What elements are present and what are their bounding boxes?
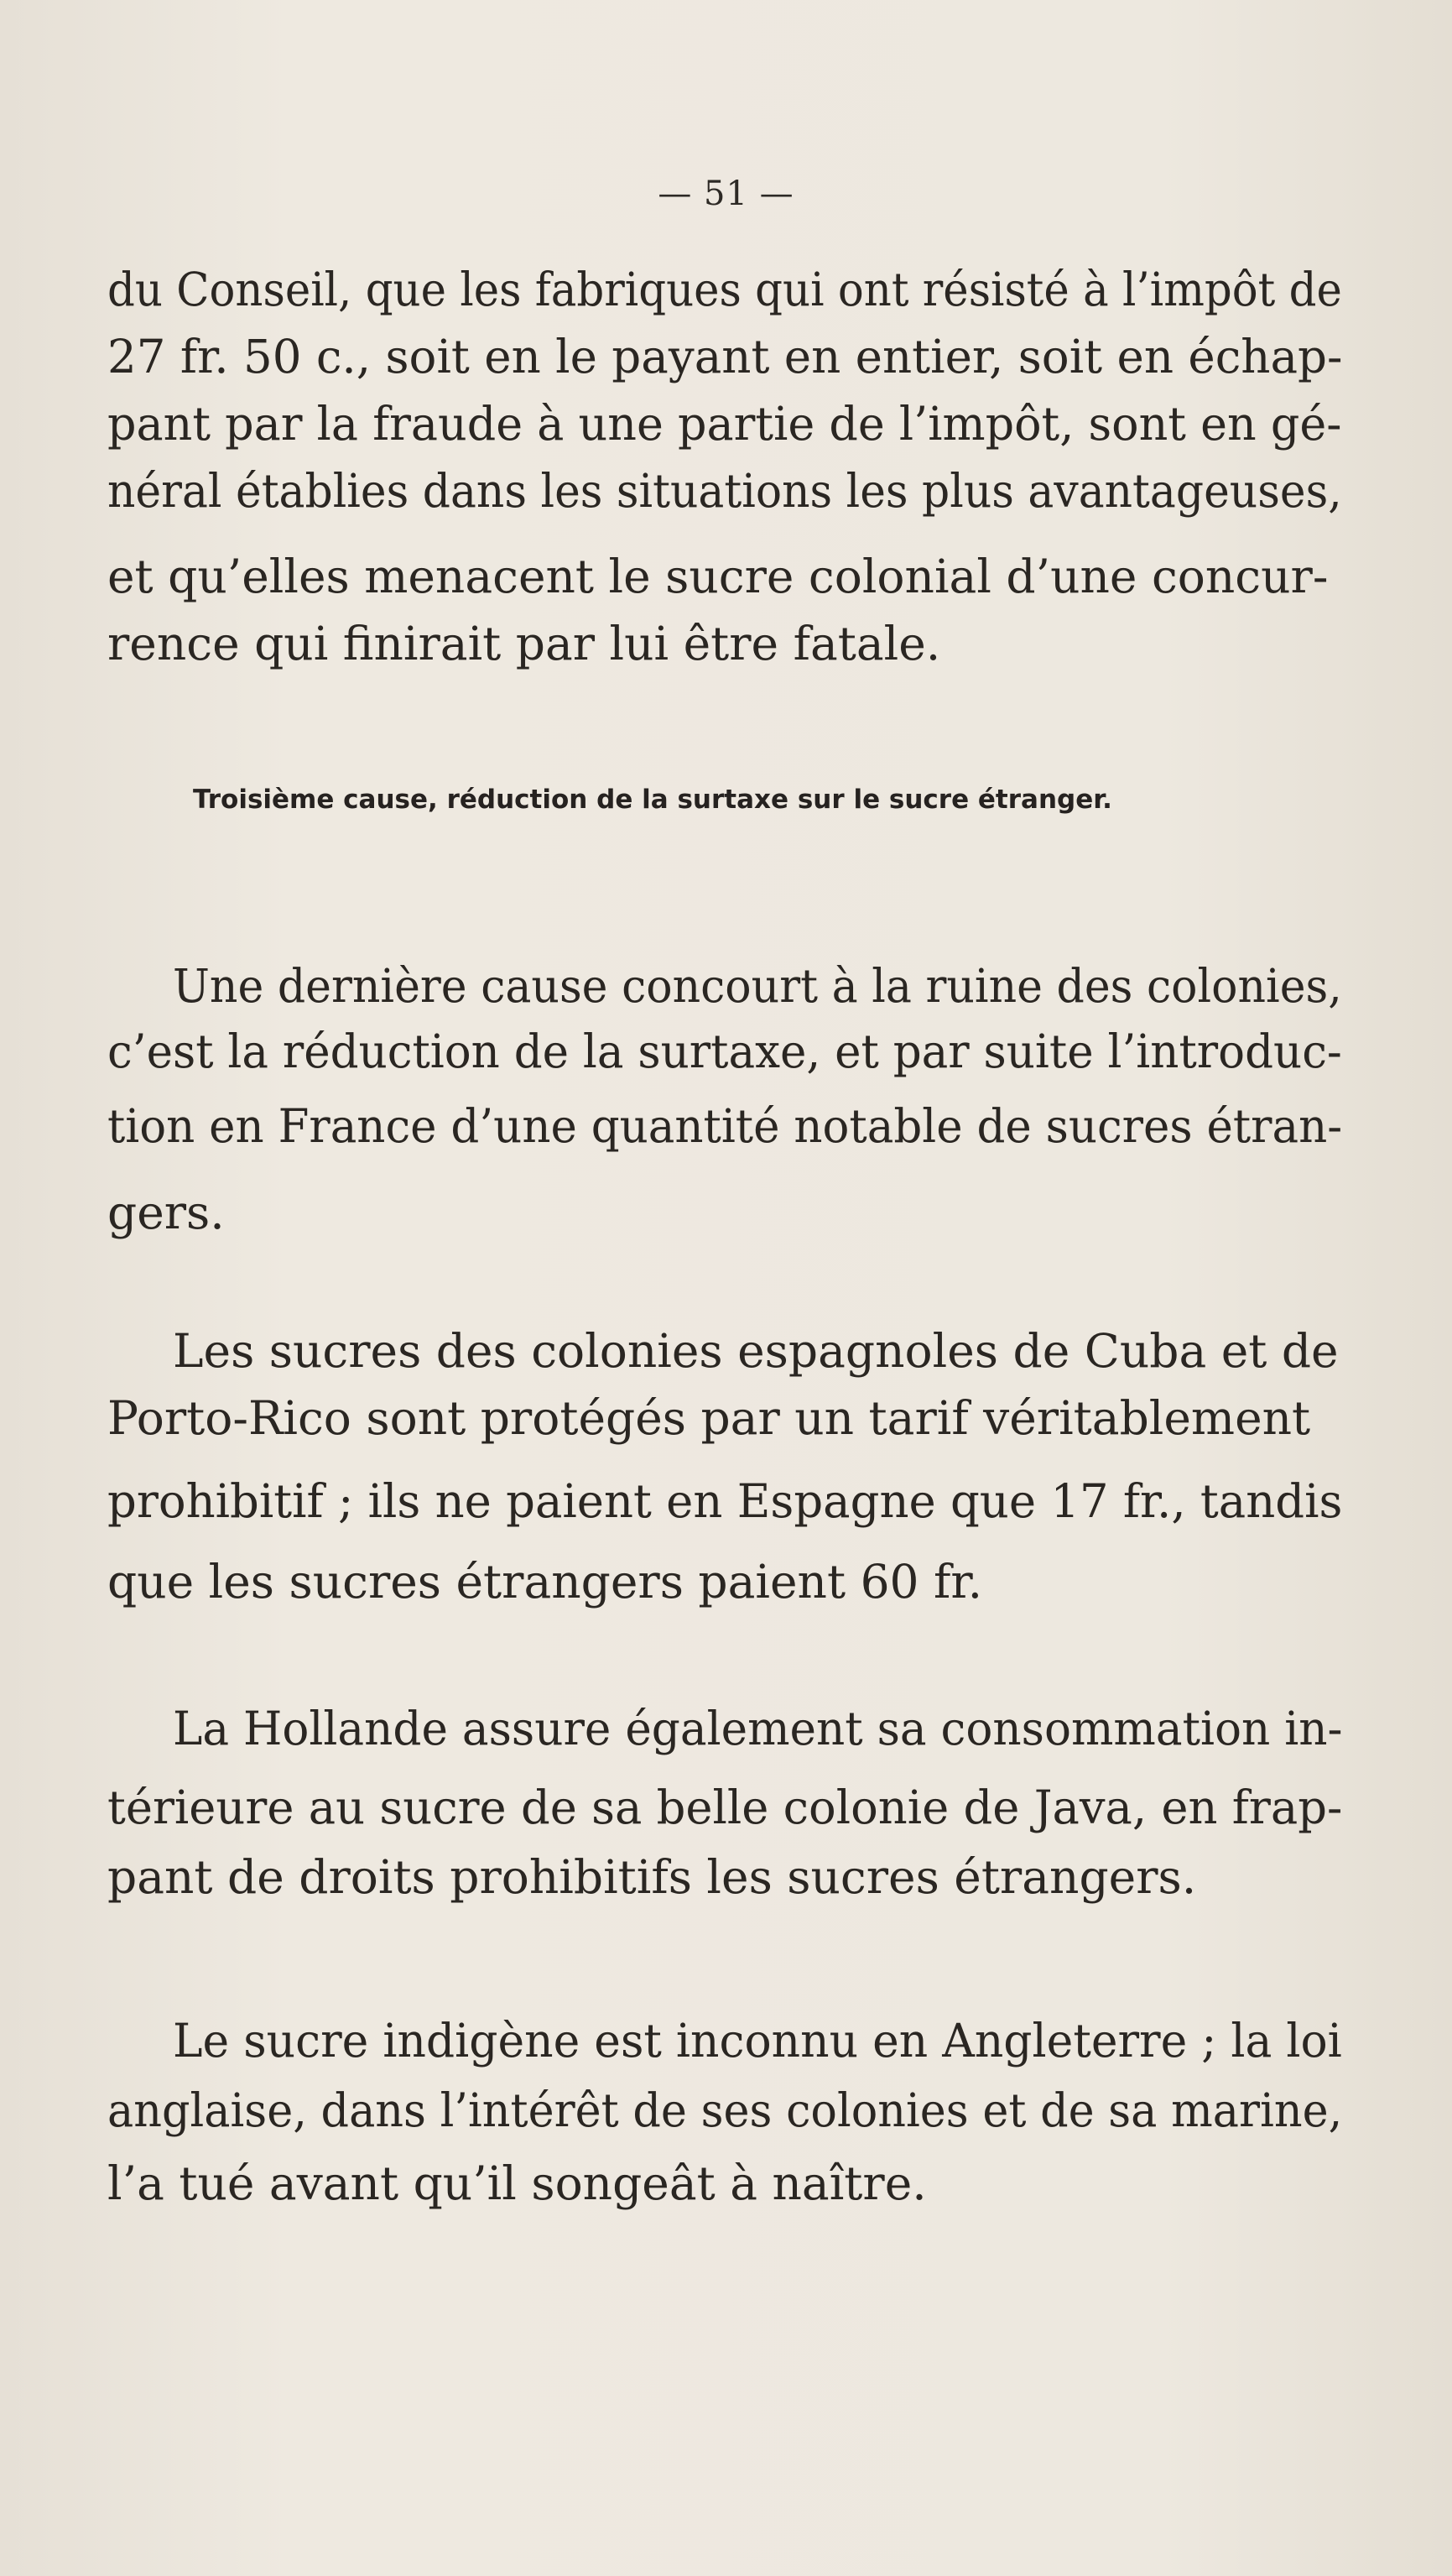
paragraph-1-line-3: pant par la fraude à une partie de l’impôt, sont en gé- <box>107 397 1342 451</box>
paragraph-1-line-6: rence qui finirait par lui être fatale. <box>107 617 941 670</box>
paragraph-3-line-2: Porto-Rico sont protégés par un tarif véritablement <box>107 1391 1311 1445</box>
paragraph-1-line-1: du Conseil, que les fabriques qui ont résisté à l’impôt de <box>107 263 1342 316</box>
paragraph-2-line-4: gers. <box>107 1186 225 1239</box>
paragraph-4-line-3: pant de droits prohibitifs les sucres étrangers. <box>107 1850 1197 1904</box>
paragraph-3-line-4: que les sucres étrangers paient 60 fr. <box>107 1555 983 1609</box>
paragraph-4-line-2: térieure au sucre de sa belle colonie de Java, en frap- <box>107 1781 1343 1834</box>
paragraph-2-line-3: tion en France d’une quantité notable de sucres étran- <box>107 1099 1343 1153</box>
page-number: — 51 — <box>658 175 794 213</box>
paragraph-1-line-2: 27 fr. 50 c., soit en le payant en entier, soit en échap- <box>107 330 1343 383</box>
paragraph-3-line-1: Les sucres des colonies espagnoles de Cuba et de <box>173 1324 1339 1378</box>
paragraph-5-line-3: l’a tué avant qu’il songeât à naître. <box>107 2156 927 2210</box>
paragraph-5-line-2: anglaise, dans l’intérêt de ses colonies et de sa marine, <box>107 2083 1343 2137</box>
paragraph-1-line-4: néral établies dans les situations les plus avantageuses, <box>107 464 1342 518</box>
paragraph-3-line-3: prohibitif ; ils ne paient en Espagne que 17 fr., tandis <box>107 1474 1343 1528</box>
paragraph-5-line-1: Le sucre indigène est inconnu en Angleterre ; la loi <box>173 2014 1342 2068</box>
paragraph-1-line-5: et qu’elles menacent le sucre colonial d’une concur- <box>107 550 1329 603</box>
section-heading: Troisième cause, réduction de la surtaxe sur le sucre étranger. <box>193 785 1112 815</box>
paragraph-4-line-1: La Hollande assure également sa consommation in- <box>173 1702 1343 1755</box>
paragraph-2-line-1: Une dernière cause concourt à la ruine des colonies, <box>173 959 1342 1013</box>
paragraph-2-line-2: c’est la réduction de la surtaxe, et par suite l’introduc- <box>107 1025 1342 1078</box>
